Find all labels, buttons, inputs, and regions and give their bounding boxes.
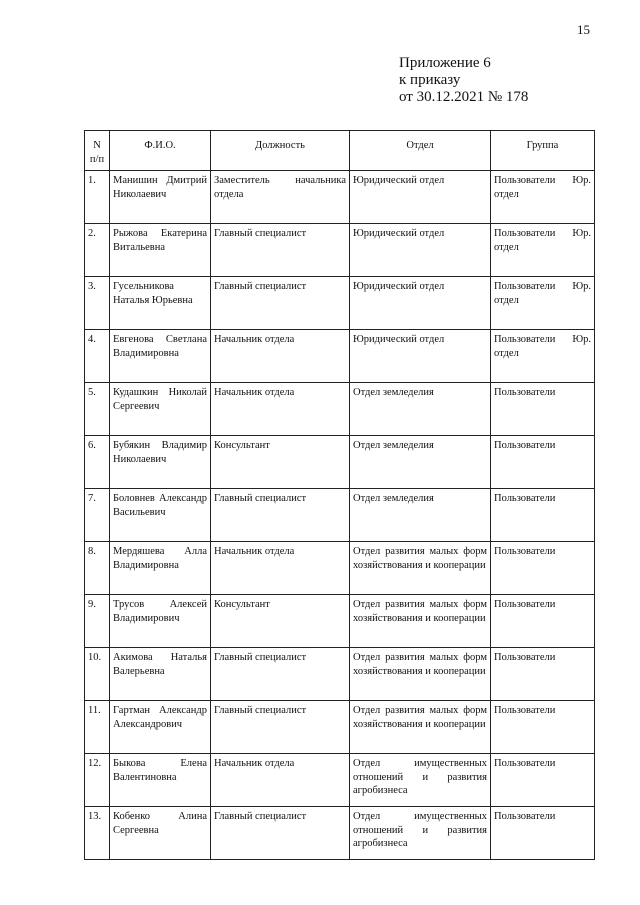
- cell-number: 13.: [85, 807, 110, 860]
- cell-position: Начальник отдела: [211, 542, 350, 595]
- appendix-reference: к приказу: [399, 72, 461, 88]
- cell-number: 10.: [85, 648, 110, 701]
- cell-number: 7.: [85, 489, 110, 542]
- cell-number: 4.: [85, 330, 110, 383]
- table-row: [85, 542, 595, 595]
- cell-fio: Гусельникова Наталья Юрьевна: [110, 277, 211, 330]
- cell-department: Юридический отдел: [350, 277, 491, 330]
- cell-department: Отдел земледелия: [350, 489, 491, 542]
- cell-position: Консультант: [211, 436, 350, 489]
- cell-department: Отдел развития малых форм хозяйствования и кооперации: [350, 701, 491, 754]
- column-header-position: Должность: [211, 131, 350, 171]
- cell-fio: Кобенко Алина Сергеевна: [110, 807, 211, 860]
- page-number: 15: [577, 22, 590, 37]
- cell-department: Отдел земледелия: [350, 383, 491, 436]
- cell-group: Пользователи Юр. отдел: [491, 171, 595, 224]
- table-row: [85, 754, 595, 807]
- cell-group: Пользователи Юр. отдел: [491, 224, 595, 277]
- cell-group: Пользователи Юр. отдел: [491, 330, 595, 383]
- cell-position: Заместитель начальника отдела: [211, 171, 350, 224]
- table-row: [85, 224, 595, 277]
- table-row: [85, 701, 595, 754]
- appendix-title: Приложение 6: [399, 55, 491, 71]
- cell-department: Отдел имущественных отношений и развития агробизнеса: [350, 807, 491, 860]
- column-header-fio: Ф.И.О.: [110, 131, 211, 171]
- table-body: [85, 171, 595, 860]
- cell-department: Отдел имущественных отношений и развития агробизнеса: [350, 754, 491, 807]
- table-header-row: [85, 131, 595, 171]
- column-header-number: N п/п: [85, 131, 110, 171]
- cell-group: Пользователи: [491, 542, 595, 595]
- cell-group: Пользователи: [491, 595, 595, 648]
- table-row: [85, 330, 595, 383]
- cell-position: Главный специалист: [211, 489, 350, 542]
- cell-group: Пользователи: [491, 807, 595, 860]
- cell-fio: Боловнев Александр Васильевич: [110, 489, 211, 542]
- cell-position: Начальник отдела: [211, 383, 350, 436]
- cell-fio: Акимова Наталья Валерьевна: [110, 648, 211, 701]
- table-row: [85, 171, 595, 224]
- cell-number: 5.: [85, 383, 110, 436]
- cell-department: Юридический отдел: [350, 224, 491, 277]
- column-header-group: Группа: [491, 131, 595, 171]
- table-row: [85, 807, 595, 860]
- cell-number: 9.: [85, 595, 110, 648]
- cell-department: Отдел развития малых форм хозяйствования и кооперации: [350, 648, 491, 701]
- cell-group: Пользователи: [491, 754, 595, 807]
- cell-number: 1.: [85, 171, 110, 224]
- cell-number: 2.: [85, 224, 110, 277]
- cell-fio: Мердяшева Алла Владимировна: [110, 542, 211, 595]
- cell-position: Главный специалист: [211, 648, 350, 701]
- cell-fio: Манишин Дмитрий Николаевич: [110, 171, 211, 224]
- cell-group: Пользователи: [491, 489, 595, 542]
- cell-group: Пользователи: [491, 701, 595, 754]
- table-row: [85, 489, 595, 542]
- cell-department: Отдел развития малых форм хозяйствования и кооперации: [350, 542, 491, 595]
- cell-fio: Быкова Елена Валентиновна: [110, 754, 211, 807]
- document-header: [399, 55, 528, 106]
- cell-fio: Рыжова Екатерина Витальевна: [110, 224, 211, 277]
- cell-fio: Бубякин Владимир Николаевич: [110, 436, 211, 489]
- cell-fio: Евгенова Светлана Владимировна: [110, 330, 211, 383]
- cell-group: Пользователи: [491, 383, 595, 436]
- table-row: [85, 648, 595, 701]
- cell-position: Начальник отдела: [211, 754, 350, 807]
- cell-group: Пользователи: [491, 436, 595, 489]
- cell-position: Главный специалист: [211, 701, 350, 754]
- cell-position: Консультант: [211, 595, 350, 648]
- cell-number: 8.: [85, 542, 110, 595]
- cell-position: Начальник отдела: [211, 330, 350, 383]
- cell-position: Главный специалист: [211, 807, 350, 860]
- table-row: [85, 595, 595, 648]
- cell-number: 3.: [85, 277, 110, 330]
- column-header-department: Отдел: [350, 131, 491, 171]
- cell-fio: Кудашкин Николай Сергеевич: [110, 383, 211, 436]
- cell-fio: Гартман Александр Александрович: [110, 701, 211, 754]
- table-row: [85, 383, 595, 436]
- cell-number: 11.: [85, 701, 110, 754]
- cell-position: Главный специалист: [211, 224, 350, 277]
- cell-group: Пользователи: [491, 648, 595, 701]
- staff-table: [84, 130, 595, 860]
- cell-department: Отдел земледелия: [350, 436, 491, 489]
- table-row: [85, 277, 595, 330]
- order-date-number: от 30.12.2021 № 178: [399, 89, 529, 105]
- cell-position: Главный специалист: [211, 277, 350, 330]
- cell-department: Юридический отдел: [350, 171, 491, 224]
- cell-department: Отдел развития малых форм хозяйствования и кооперации: [350, 595, 491, 648]
- cell-department: Юридический отдел: [350, 330, 491, 383]
- cell-group: Пользователи Юр. отдел: [491, 277, 595, 330]
- cell-fio: Трусов Алексей Владимирович: [110, 595, 211, 648]
- cell-number: 12.: [85, 754, 110, 807]
- table-row: [85, 436, 595, 489]
- cell-number: 6.: [85, 436, 110, 489]
